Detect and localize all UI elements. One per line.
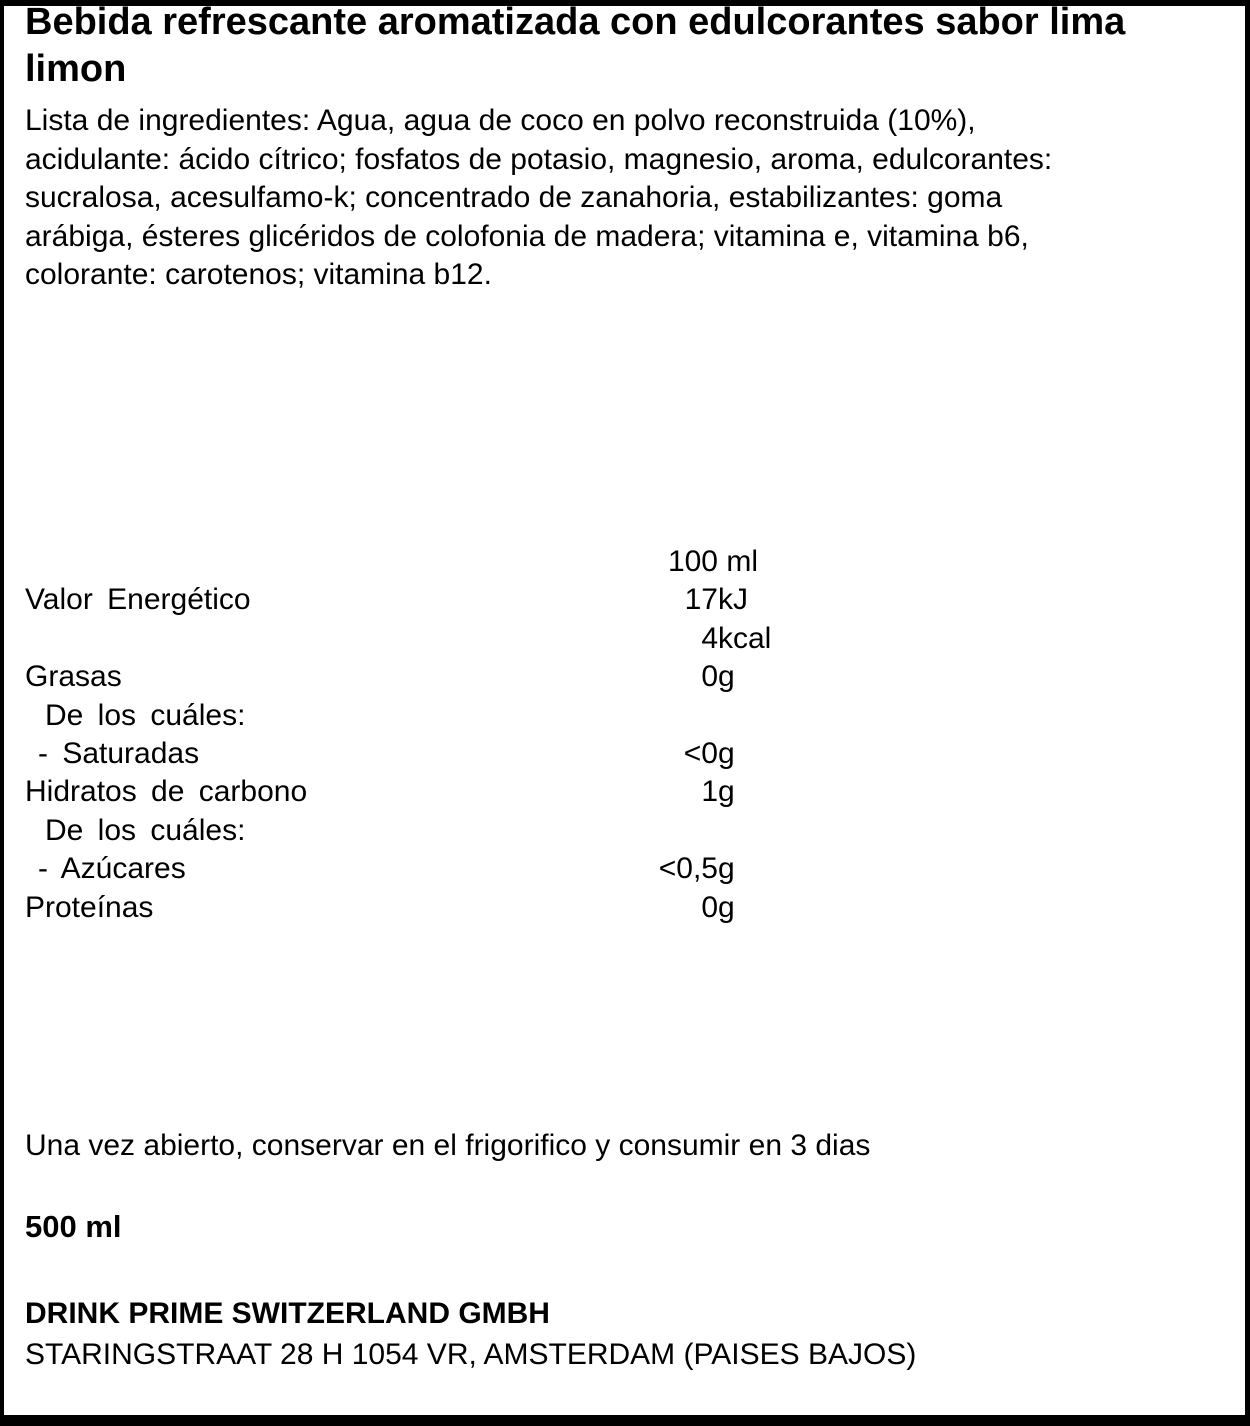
ingredients-line: sucralosa, acesulfamo-k; concentrado de zanahoria, estabilizantes: goma (25, 181, 1003, 214)
ingredients-line: acidulante: ácido cítrico; fosfatos de potasio, magnesio, aroma, edulcorantes: (25, 142, 1053, 176)
nutrient-label: Proteínas (25, 890, 154, 924)
nutrient-amount: <0,5 (658, 852, 718, 886)
nutrient-value (25, 889, 735, 927)
nutrient-label: Valor Energético (25, 583, 251, 617)
nutrient-value (25, 850, 735, 888)
nutrition-row-2 (25, 658, 1245, 696)
product-title-line: limon (25, 48, 127, 90)
nutrition-row-4 (25, 735, 1245, 773)
nutrient-amount: <0 (683, 736, 718, 770)
nutrient-label: De los cuáles: (45, 698, 246, 732)
nutrient-value (25, 773, 735, 811)
nutrient-unit: g (718, 890, 735, 924)
nutrient-unit: ml (718, 545, 758, 578)
net-quantity: 500 ml (25, 1209, 122, 1244)
nutrition-row-5 (25, 773, 1245, 811)
nutrition-row-0 (25, 581, 1245, 619)
nutrient-unit: kJ (718, 583, 748, 617)
nutrient-amount: 0 (701, 660, 718, 694)
nutrient-value (25, 543, 758, 581)
nutrition-table (25, 543, 1245, 927)
nutrient-unit: kcal (718, 621, 772, 655)
nutrient-label: Grasas (25, 660, 122, 694)
nutrient-amount: 100 (667, 545, 718, 578)
nutrient-value (25, 620, 771, 658)
nutrient-value (25, 658, 735, 696)
product-title (25, 0, 1250, 93)
nutrition-row-3 (25, 697, 1245, 735)
nutrient-amount: 1 (701, 775, 718, 809)
product-title-line: Bebida refrescante aromatizada con edulcorantes sabor lima (25, 1, 1126, 43)
nutrient-amount: 4 (701, 621, 718, 655)
nutrient-unit: g (718, 852, 735, 886)
ingredients-line: colorante: carotenos; vitamina b12. (25, 258, 492, 291)
storage-note: Una vez abierto, conservar en el frigorifico y consumir en 3 dias (25, 1129, 871, 1162)
nutrition-row-7 (25, 850, 1245, 888)
nutrient-amount: 0 (701, 890, 718, 924)
ingredients-line: Lista de ingredientes: Agua, agua de coco en polvo reconstruida (10%), (25, 104, 976, 137)
nutrient-unit: g (718, 660, 735, 694)
nutrition-row-8 (25, 889, 1245, 927)
nutrition-row-6 (25, 812, 1245, 850)
nutrient-label: De los cuáles: (45, 813, 246, 847)
nutrition-row-1 (25, 620, 1245, 658)
nutrient-unit: g (718, 775, 735, 809)
nutrient-unit: g (718, 736, 735, 770)
manufacturer-block (25, 1293, 1225, 1375)
nutrient-label: - Azúcares (38, 852, 186, 886)
ingredients-paragraph (25, 102, 1245, 295)
nutrition-row-header-100ml (25, 543, 1245, 581)
nutrient-label: - Saturadas (38, 736, 200, 770)
nutrient-amount: 17 (684, 583, 718, 617)
nutrient-value (25, 581, 748, 619)
nutrient-label: Hidratos de carbono (25, 775, 308, 809)
manufacturer-address: STARINGSTRAAT 28 H 1054 VR, AMSTERDAM (PAISES BAJOS) (25, 1338, 917, 1371)
ingredients-line: arábiga, ésteres glicéridos de colofonia de madera; vitamina e, vitamina b6, (25, 219, 1029, 253)
manufacturer-name: DRINK PRIME SWITZERLAND GMBH (25, 1297, 550, 1330)
nutrient-value (25, 735, 735, 773)
